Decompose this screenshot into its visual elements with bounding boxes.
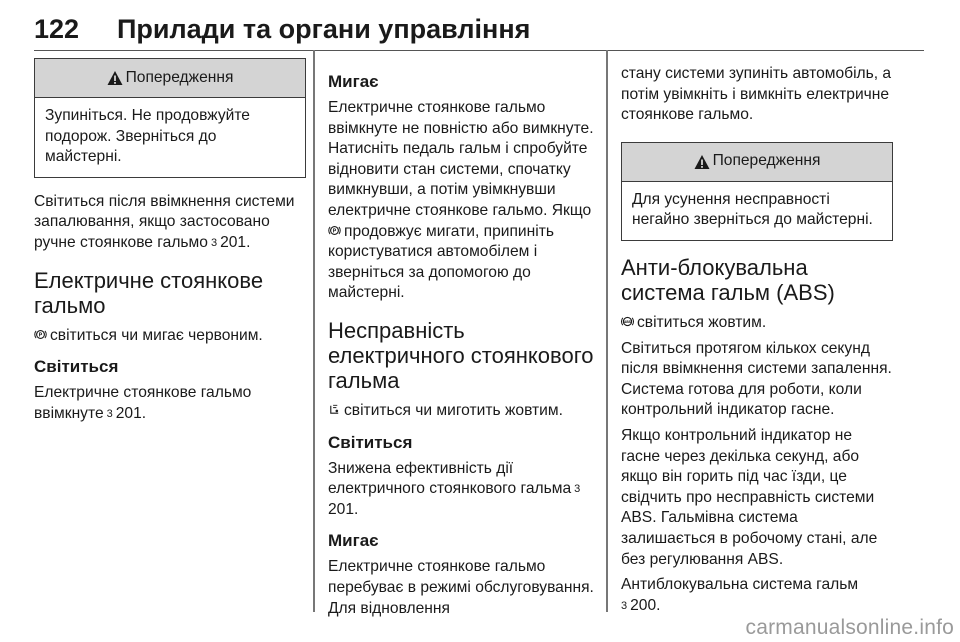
warning-text: Зупиніться. Не продовжуйте подорож. Зверніться до майстерні. — [45, 107, 250, 166]
warning-header — [622, 143, 892, 182]
subheading: Світиться — [328, 432, 413, 452]
warning-text: Для усунення несправності негайно зверніться до майстерні. — [632, 190, 873, 229]
column-divider — [313, 50, 315, 612]
reference-arrow-icon: 3 — [106, 407, 113, 420]
paragraph: Електричне стоянкове гальмо перебуває в режимі обслуговування. Для відновлення — [328, 558, 594, 617]
paragraph: стану системи зупиніть автомобіль, а потім увімкніть і вимкніть електричне стоянкове гальмо. — [621, 65, 892, 124]
watermark: carmanualsonline.info — [745, 616, 954, 639]
reference-arrow-icon: 3 — [210, 236, 218, 249]
warning-box — [34, 58, 306, 178]
paragraph: Електричне стоянкове гальмо ввімкнуте не повністю або вимкнуте. Натисніть педаль гальм і спробуйте відновити стан системи, спочатку вимкнувши, а потім увімкнувши електричне стоянкове гальмо. Якщо P продовжує мигати, припиніть користуватися автомобілем і зверніться за допомогою до майстерні. — [328, 99, 594, 302]
paragraph: Електричне стоянкове гальмо ввімкнуте 3 201. — [34, 383, 306, 424]
warning-title: Попередження — [712, 152, 821, 170]
section-heading: Електричне стоянкове гальмо — [34, 267, 264, 318]
warning-triangle-icon — [107, 70, 123, 86]
page-number: 122 — [34, 14, 80, 44]
svg-text:P: P — [332, 228, 337, 235]
warning-header — [35, 59, 305, 98]
paragraph: Антиблокувальна система гальм 3 200. — [621, 575, 893, 616]
warning-box — [621, 142, 893, 241]
paragraph: Світиться протягом кількох секунд після ввімкнення системи запалення. Система готова для роботи, коли контрольний індикатор гасне. — [621, 339, 892, 419]
column-divider — [606, 50, 608, 612]
paragraph: Знижена ефективність дії електричного стоянкового гальма 3201. — [328, 459, 581, 518]
paragraph: Якщо контрольний індикатор не гасне через декілька секунд, або якщо він горить під час їзди, це свідчить про несправність системи ABS. Гальмівна система залишається в робочому стані, але без регулювання ABS. — [621, 426, 878, 568]
indicator-line: ABS світиться жовтим. — [621, 313, 893, 334]
reference-arrow-icon: 3 — [621, 599, 628, 612]
subheading: Мигає — [328, 531, 379, 551]
warning-title: Попередження — [125, 68, 234, 86]
svg-text:P: P — [38, 332, 43, 339]
column-1 — [34, 58, 306, 429]
subheading: Світиться — [34, 357, 119, 377]
parking-brake-icon — [34, 328, 47, 341]
indicator-line: світиться чи миготить жовтим. — [328, 401, 600, 422]
svg-text:ABS: ABS — [623, 319, 632, 324]
reference-arrow-icon: 3 — [574, 483, 581, 496]
section-heading: Несправність електричного стоянкового гальма — [328, 317, 594, 393]
parking-brake-icon — [328, 224, 341, 237]
running-title: Прилади та органи управління — [117, 14, 531, 44]
subheading: Мигає — [328, 72, 379, 91]
page-header — [34, 0, 924, 51]
indicator-line: P світиться чи мигає червоним. — [34, 326, 306, 347]
section-heading: Анти-блокувальна система гальм (ABS) — [621, 254, 835, 305]
abs-icon — [621, 315, 634, 328]
paragraph: Світиться після ввімкнення системи запалювання, якщо застосовано ручне стоянкове гальмо 3 201. — [34, 192, 306, 254]
column-2 — [328, 58, 600, 624]
warning-triangle-icon — [694, 154, 710, 170]
brake-fault-icon — [328, 403, 341, 416]
column-3 — [621, 64, 893, 621]
